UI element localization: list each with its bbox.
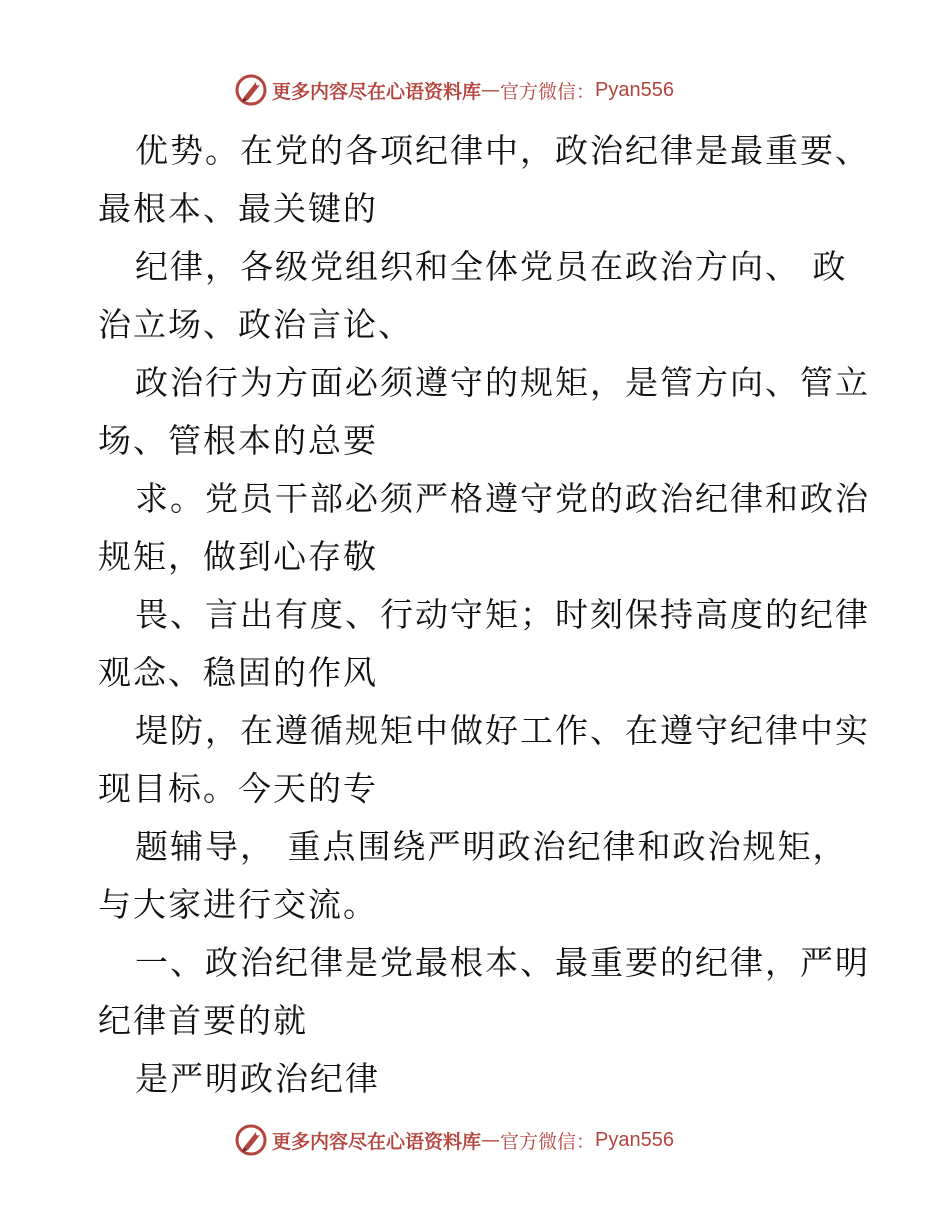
document-body	[98, 122, 870, 1108]
watermark-wechat-id: Pyan556	[595, 1128, 674, 1151]
body-line: 场、管根本的总要	[98, 421, 378, 460]
body-line: 最根本、最关键的	[98, 189, 378, 228]
body-line: 规矩，做到心存敬	[98, 537, 378, 576]
watermark-wechat-label: 官方微信：	[500, 1130, 596, 1153]
body-line: 政治行为方面必须遵守的规矩，是管方向、管立	[135, 363, 870, 402]
watermark-site-text: 更多内容尽在心语资料库	[272, 1130, 482, 1153]
body-line: 求。党员干部必须严格遵守党的政治纪律和政治	[135, 479, 870, 518]
body-line: 现目标。今天的专	[98, 769, 378, 808]
footer-watermark	[234, 1122, 674, 1158]
watermark-dash: —	[481, 79, 501, 101]
watermark-site-text: 更多内容尽在心语资料库	[272, 80, 482, 103]
body-line: 堤防，在遵循规矩中做好工作、在遵守纪律中实	[135, 711, 870, 750]
section-heading-line: 一、政治纪律是党最根本、最重要的纪律，严明	[135, 943, 870, 982]
watermark-wechat-label: 官方微信：	[500, 80, 596, 103]
pen-logo-icon	[234, 73, 268, 107]
section-heading-line: 纪律首要的就	[98, 1001, 308, 1040]
watermark-dash: —	[481, 1129, 501, 1151]
body-line: 纪律，各级党组织和全体党员在政治方向、 政	[135, 247, 848, 286]
body-line: 与大家进行交流。	[98, 885, 378, 924]
body-line: 优势。在党的各项纪律中，政治纪律是最重要、	[135, 131, 870, 170]
body-line: 治立场、政治言论、	[98, 305, 413, 344]
watermark-wechat-id: Pyan556	[595, 78, 674, 101]
header-watermark	[234, 72, 674, 108]
body-line: 畏、言出有度、行动守矩；时刻保持高度的纪律	[135, 595, 870, 634]
body-line: 题辅导， 重点围绕严明政治纪律和政治规矩，	[135, 827, 848, 866]
pen-logo-icon	[234, 1123, 268, 1157]
body-line: 观念、稳固的作风	[98, 653, 378, 692]
section-heading-line: 是严明政治纪律	[135, 1059, 380, 1098]
